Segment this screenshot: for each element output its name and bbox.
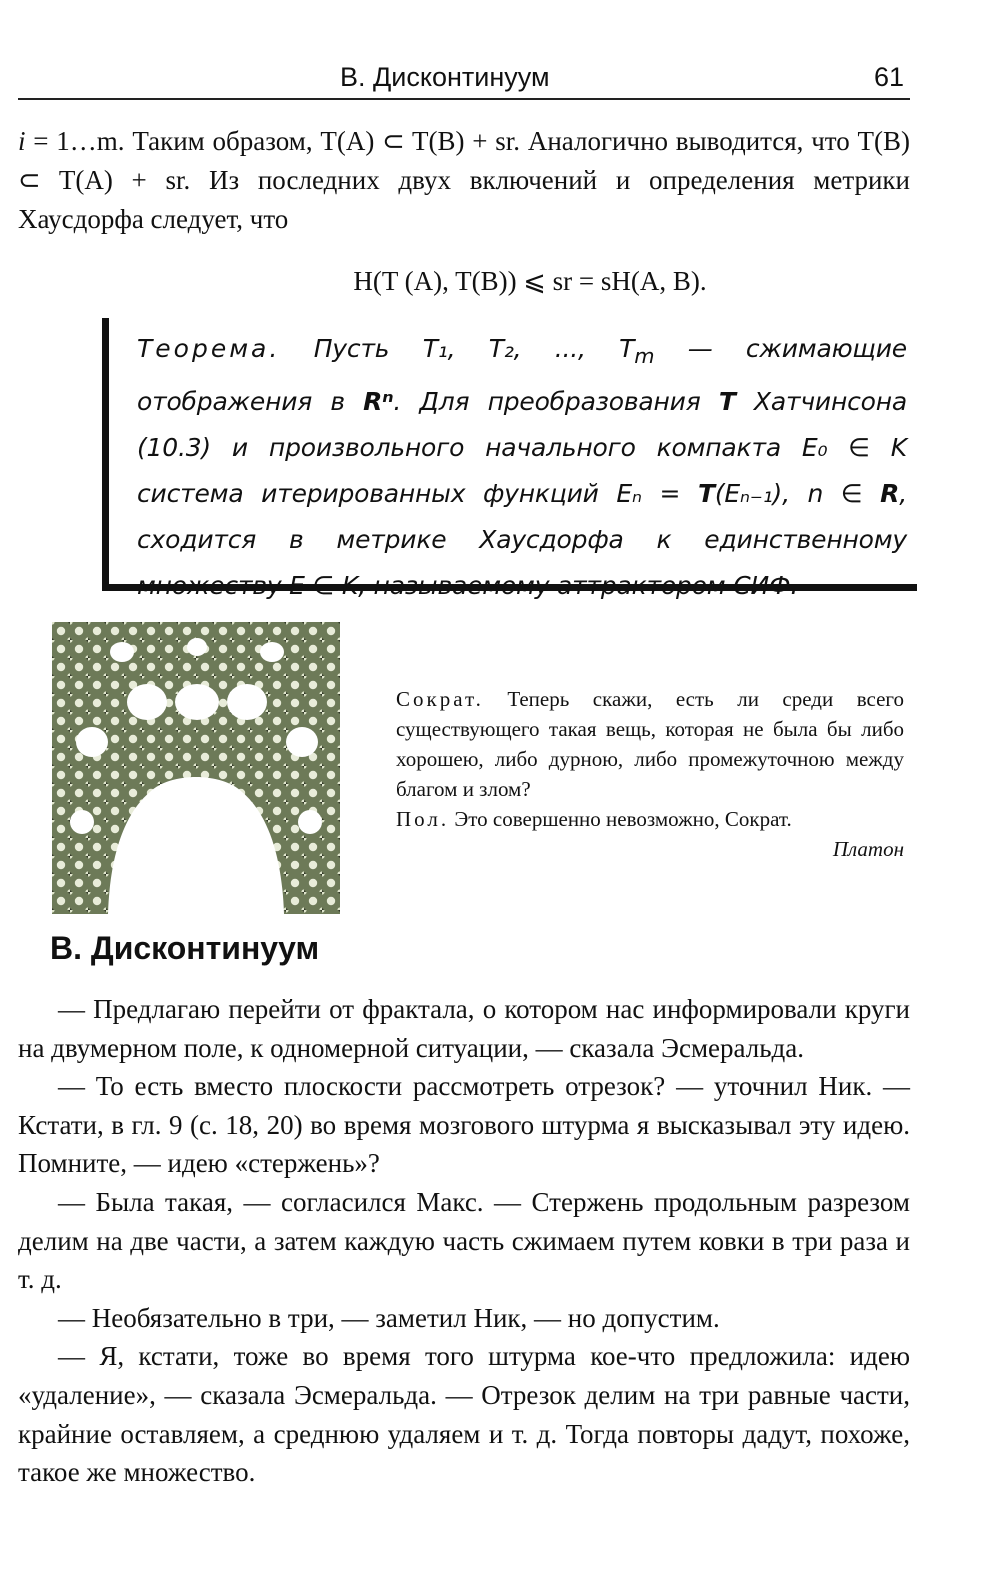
intro-text: = 1…m. Таким образом, T(A) ⊂ T(B) + sr. Аналогично выводится, что T(B) ⊂ T(A) + sr. Из последних двух включений и определения метрики Хаусдорфа следует, что bbox=[18, 126, 910, 234]
theorem-text: Теорема. Пусть T₁, T₂, ..., $T_m$ — сжимающие отображения в Rⁿ. Для преобразования T Хатчинсона (10.3) и произвольного начального компакта E₀ ∈ K система итерированных функций Eₙ = T(Eₙ₋₁), n ∈ R, сходится в метрике Хаусдорфа к единственному множеству E ∈ K, называемому аттрактором СИФ. bbox=[137, 334, 907, 600]
fractal-arch-shape bbox=[52, 622, 340, 914]
dialogue-paragraph: — То есть вместо плоскости рассмотреть отрезок? — уточнил Ник. — Кстати, в гл. 9 (с. 18, 20) во время мозгового штурма я высказывал эту идею. Помните, — идею «стержень»? bbox=[18, 1071, 910, 1179]
intro-paragraph bbox=[18, 122, 910, 239]
dialogue-text bbox=[18, 990, 910, 1492]
intro-index-var: i bbox=[18, 126, 26, 156]
dialogue-paragraph: — Я, кстати, тоже во время того штурма кое-что предложила: идею «удаление», — сказала Эсмеральда. — Отрезок делим на три равные части, крайние оставляем, а среднюю удаляем и т. д. Тогда повторы дадут, похоже, такое же множество. bbox=[18, 1341, 910, 1488]
dialogue-paragraph: — Необязательно в три, — заметил Ник, — но допустим. bbox=[58, 1302, 720, 1333]
dialogue-paragraph: — Была такая, — согласился Макс. — Стержень продольным разрезом делим на две части, а затем каждую часть сжимаем путем ковки в три раза и т. д. bbox=[18, 1186, 910, 1295]
theorem-label: Теорема. bbox=[137, 334, 281, 363]
theorem-box bbox=[102, 318, 917, 600]
section-heading: В. Дисконтинуум bbox=[50, 930, 320, 966]
fractal-illustration bbox=[52, 622, 340, 914]
running-title: В. Дисконтинуум bbox=[340, 62, 550, 92]
epigraph bbox=[396, 684, 904, 864]
page-number: 61 bbox=[873, 62, 904, 92]
epigraph-speaker-pol: Пол. bbox=[396, 807, 450, 831]
dialogue-paragraph: — Предлагаю перейти от фрактала, о котором нас информировали круги на двумерном поле, к одномерной ситуации, — сказала Эсмеральда. bbox=[18, 994, 910, 1063]
hausdorff-formula: H(T (A), T(B)) ⩽ sr = sH(A, B). bbox=[353, 266, 707, 296]
rn-symbol: Rⁿ bbox=[363, 387, 394, 416]
running-header bbox=[18, 58, 910, 100]
epigraph-speaker-socrates: Сократ. bbox=[396, 687, 484, 711]
epigraph-line-socrates: Теперь скажи, есть ли среди всего существующего такая вещь, которая не была бы либо хорошею, либо дурною, либо промежуточною между благом и злом? bbox=[396, 687, 904, 801]
epigraph-line-pol: Это совершенно невозможно, Сократ. bbox=[449, 807, 792, 831]
epigraph-author: Платон bbox=[832, 837, 904, 861]
